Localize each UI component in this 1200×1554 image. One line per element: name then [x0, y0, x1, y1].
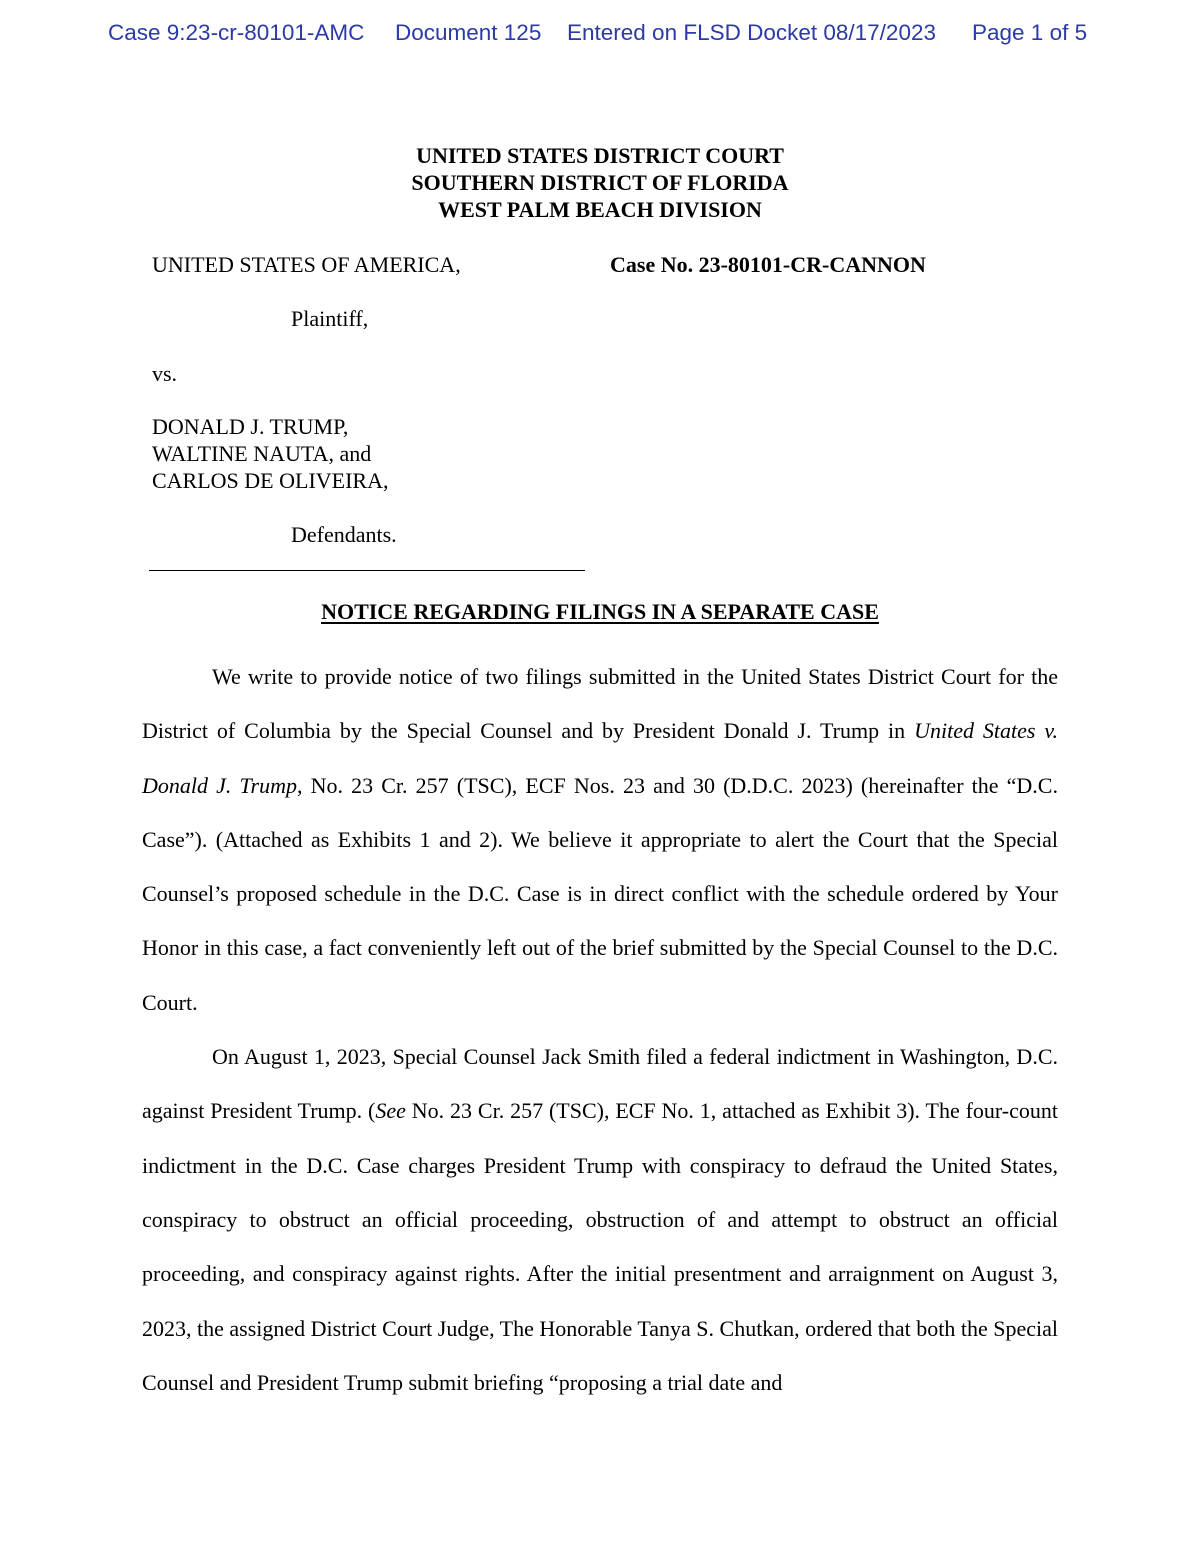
document-body — [142, 650, 1058, 1410]
body-paragraph — [142, 650, 1058, 1030]
court-division: WEST PALM BEACH DIVISION — [438, 197, 762, 222]
defendants-label: Defendants. — [291, 522, 397, 547]
plaintiff-label: Plaintiff, — [291, 306, 369, 331]
docket-entered-date: Entered on FLSD Docket 08/17/2023 — [567, 20, 936, 45]
plaintiff-name: UNITED STATES OF AMERICA, — [152, 252, 461, 277]
paragraph-text: On August 1, 2023, Special Counsel Jack Smith filed a federal indictment in Washington, D.C. against President Trump. ( — [142, 1044, 1058, 1124]
court-heading — [0, 142, 1200, 223]
docket-header — [108, 20, 1108, 50]
docket-case-number: Case 9:23-cr-80101-AMC — [108, 20, 365, 45]
docket-document-number: Document 125 — [395, 20, 542, 45]
paragraph-text: No. 23 Cr. 257 (TSC), ECF No. 1, attached as Exhibit 3). The four-count indictment in the D.C. Case charges President Trump with conspiracy to defraud the United States, conspiracy to obstruct an official proceeding, obstruction of and attempt to obstruct an official proceeding, and conspiracy against rights. After the initial presentment and arraignment on August 3, 2023, the assigned District Court Judge, The Honorable Tanya S. Chutkan, ordered that both the Special Counsel and President Trump submit briefing “proposing a trial date and — [142, 1098, 1058, 1395]
defendant-name: CARLOS DE OLIVEIRA, — [152, 468, 389, 493]
body-paragraph — [142, 1030, 1058, 1410]
document-title — [0, 598, 1200, 625]
citation-signal: See — [375, 1098, 406, 1124]
document-title-text: NOTICE REGARDING FILINGS IN A SEPARATE CASE — [321, 599, 879, 624]
defendant-name: WALTINE NAUTA, and — [152, 441, 372, 466]
court-district: SOUTHERN DISTRICT OF FLORIDA — [411, 170, 789, 195]
case-citation: United States v. Donald J. Trump — [142, 718, 1059, 798]
caption-divider — [149, 570, 585, 571]
defendant-name: DONALD J. TRUMP, — [152, 414, 349, 439]
versus-label: vs. — [152, 361, 178, 386]
court-name: UNITED STATES DISTRICT COURT — [416, 143, 784, 168]
case-number: Case No. 23-80101-CR-CANNON — [610, 252, 926, 277]
paragraph-text: We write to provide notice of two filings submitted in the United States District Court for the District of Columbia by the Special Counsel and by President Donald J. Trump in — [142, 664, 1058, 744]
paragraph-text: , No. 23 Cr. 257 (TSC), ECF Nos. 23 and 30 (D.D.C. 2023) (hereinafter the “D.C. Case”). (Attached as Exhibits 1 and 2). We believe it appropriate to alert the Court that the Special Counsel’s proposed schedule in the D.C. Case is in direct conflict with the schedule ordered by Your Honor in this case, a fact conveniently left out of the brief submitted by the Special Counsel to the D.C. Court. — [142, 772, 1058, 1015]
docket-page-number: Page 1 of 5 — [972, 20, 1088, 45]
